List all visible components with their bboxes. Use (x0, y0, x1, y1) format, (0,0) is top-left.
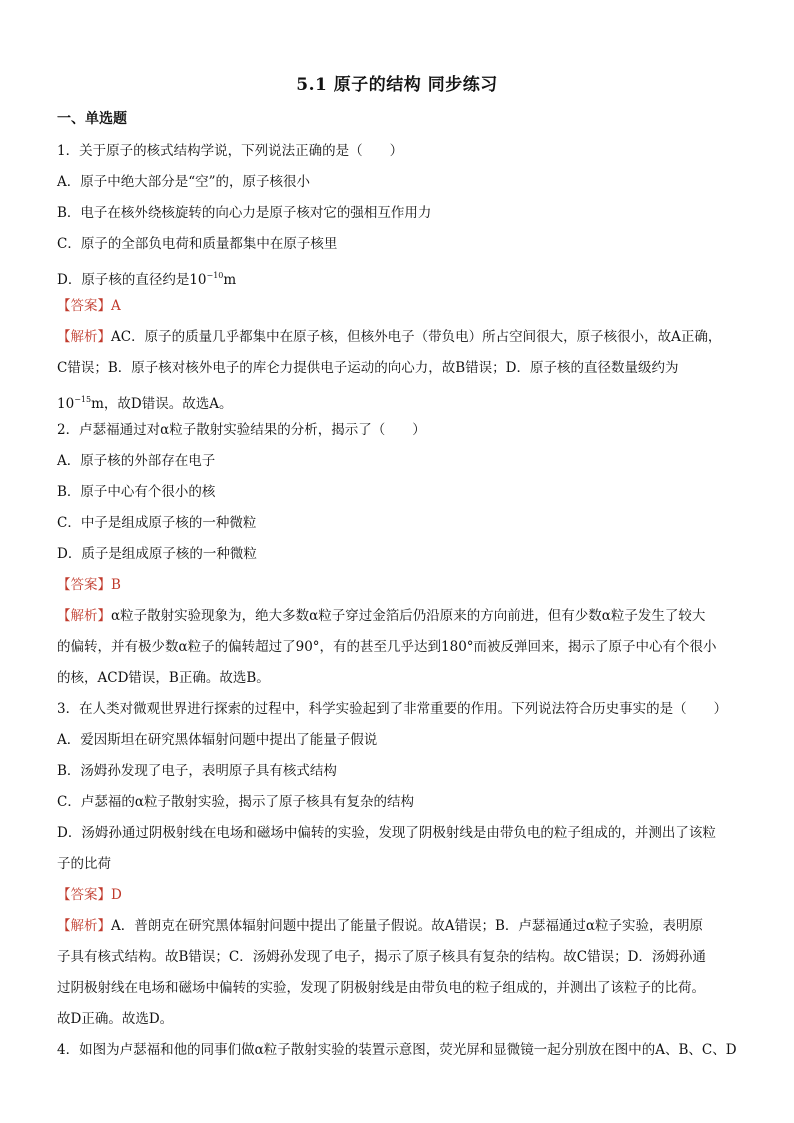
answer-value: D (111, 887, 122, 903)
question-2-stem: 2．卢瑟福通过对α粒子散射实验结果的分析，揭示了（ ） (57, 422, 426, 438)
question-2-analysis-line-1 (57, 601, 767, 632)
page-title: 5.1 原子的结构 同步练习 (296, 75, 498, 95)
question-1-option-d-unit: m (223, 272, 237, 288)
question-1-option-c: C．原子的全部负电荷和质量都集中在原子核里 (57, 236, 338, 252)
question-1-option-d-text: D．原子核的直径约是10 (57, 272, 207, 288)
question-1-option-a: A．原子中绝大部分是“空”的，原子核很小 (57, 174, 311, 190)
question-1-analysis-line-2: C错误；B．原子核对核外电子的库仑力提供电子运动的向心力，故B错误；D．原子核的直径数量级约为 (57, 360, 679, 376)
analysis-tag: 【解析】 (57, 918, 111, 934)
analysis-text: m，故D错误。故选A。 (91, 396, 233, 412)
questions-content (57, 136, 767, 1066)
question-2-option-a: A．原子核的外部存在电子 (57, 453, 216, 469)
question-3-analysis-line-1 (57, 911, 767, 942)
question-1-option-d-exponent: −10 (206, 271, 224, 280)
question-1-analysis-line-1 (57, 322, 767, 353)
answer-value: A (111, 298, 121, 314)
question-2-option-c: C．中子是组成原子核的一种微粒 (57, 515, 257, 531)
answer-value: B (111, 577, 121, 593)
question-3-option-a: A．爱因斯坦在研究黑体辐射问题中提出了能量子假说 (57, 732, 378, 748)
answer-tag: 【答案】 (57, 887, 111, 903)
question-3-option-d-line-1: D．汤姆孙通过阴极射线在电场和磁场中偏转的实验，发现了阴极射线是由带负电的粒子组成的，并测出了该粒 (57, 825, 716, 841)
answer-tag: 【答案】 (57, 577, 111, 593)
analysis-base: 10 (57, 396, 75, 412)
question-1-option-d (57, 260, 767, 291)
section-heading: 一、单选题 (57, 111, 127, 127)
question-2-analysis-line-2: 的偏转，并有极少数α粒子的偏转超过了90°，有的甚至几乎达到180°而被反弹回来，揭示了原子中心有个很小 (57, 639, 717, 655)
question-3-answer (57, 880, 767, 911)
question-3-option-c: C．卢瑟福的α粒子散射实验，揭示了原子核具有复杂的结构 (57, 794, 414, 810)
question-3-stem: 3．在人类对微观世界进行探索的过程中，科学实验起到了非常重要的作用。下列说法符合历史事实的是（ ） (57, 701, 728, 717)
question-4-stem: 4．如图为卢瑟福和他的同事们做α粒子散射实验的装置示意图，荧光屏和显微镜一起分别放在图中的A、B、C、D (57, 1042, 737, 1058)
question-2-answer (57, 570, 767, 601)
analysis-tag: 【解析】 (57, 329, 111, 345)
analysis-text: A．普朗克在研究黑体辐射问题中提出了能量子假说。故A错误；B．卢瑟福通过α粒子实验，表明原 (111, 918, 704, 934)
answer-tag: 【答案】 (57, 298, 111, 314)
question-3-option-b: B．汤姆孙发现了电子，表明原子具有核式结构 (57, 763, 337, 779)
question-1-analysis-line-3 (57, 384, 767, 415)
question-2-analysis-line-3: 的核，ACD错误，B正确。故选B。 (57, 670, 270, 686)
question-2-option-b: B．原子中心有个很小的核 (57, 484, 216, 500)
analysis-text: AC．原子的质量几乎都集中在原子核，但核外电子（带负电）所占空间很大，原子核很小，故A正确， (111, 329, 722, 345)
question-3-analysis-line-2: 子具有核式结构。故B错误；C．汤姆孙发现了电子，揭示了原子核具有复杂的结构。故C错误；D．汤姆孙通 (57, 949, 706, 965)
question-1-stem: 1．关于原子的核式结构学说，下列说法正确的是（ ） (57, 143, 404, 159)
analysis-exponent: −15 (74, 395, 92, 404)
question-1-answer (57, 291, 767, 322)
analysis-tag: 【解析】 (57, 608, 111, 624)
question-2-option-d: D．质子是组成原子核的一种微粒 (57, 546, 257, 562)
question-3-analysis-line-4: 故D正确。故选D。 (57, 1011, 174, 1027)
analysis-text: α粒子散射实验现象为，绝大多数α粒子穿过金箔后仍沿原来的方向前进，但有少数α粒子发生了较大 (111, 608, 706, 624)
question-3-analysis-line-3: 过阴极射线在电场和磁场中偏转的实验，发现了阴极射线是由带负电的粒子组成的，并测出了该粒子的比荷。 (57, 980, 705, 996)
question-1-option-b: B．电子在核外绕核旋转的向心力是原子核对它的强相互作用力 (57, 205, 432, 221)
question-3-option-d-line-2: 子的比荷 (57, 856, 111, 872)
